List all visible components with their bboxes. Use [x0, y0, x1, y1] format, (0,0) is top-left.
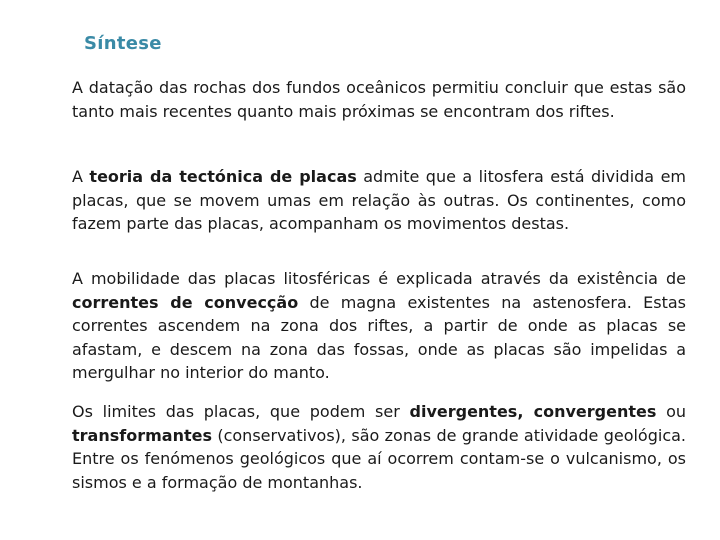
paragraph-text-pre: A mobilidade das placas litosféricas é explicada através da existência de: [72, 269, 686, 288]
emphasis-transform: transformantes: [72, 425, 212, 445]
emphasis-convection-currents: correntes de convecção: [72, 292, 299, 312]
paragraph-convection: [72, 267, 686, 385]
emphasis-plate-tectonics: teoria da tectónica de placas: [89, 167, 357, 186]
paragraph-text: A datação das rochas dos fundos oceânicos permitiu concluir que estas são tanto mais recentes quanto mais próximas se encontram dos riftes.: [72, 78, 686, 121]
paragraph-text-mid: ou: [656, 402, 687, 421]
paragraph-text-post: (conservativos), são zonas de grande atividade geológica. Entre os fenómenos geológicos que aí ocorrem contam-se o vulcanismo, os sismos e a formação de montanhas.: [72, 425, 686, 492]
paragraph-dating: [72, 76, 686, 123]
emphasis-boundary-types: divergentes, convergentes: [409, 402, 657, 421]
paragraph-plate-boundaries: [72, 400, 686, 494]
paragraph-plate-tectonics: [72, 165, 686, 236]
paragraph-text-pre: A: [72, 167, 90, 186]
paragraph-text-post: de magna existentes na astenosfera. Estas correntes ascendem na zona dos riftes, a partir de onde as placas se afastam, e descem na zona das fossas, onde as placas são impelidas a mergulhar no interior do manto.: [72, 292, 686, 382]
page-title: Síntese: [84, 33, 162, 54]
paragraph-text-pre: Os limites das placas, que podem ser: [72, 402, 410, 421]
paragraph-text-post: admite que a litosfera está dividida em placas, que se movem umas em relação às outras. Os continentes, como fazem parte das placas, acompanham os movimentos destas.: [72, 167, 686, 233]
